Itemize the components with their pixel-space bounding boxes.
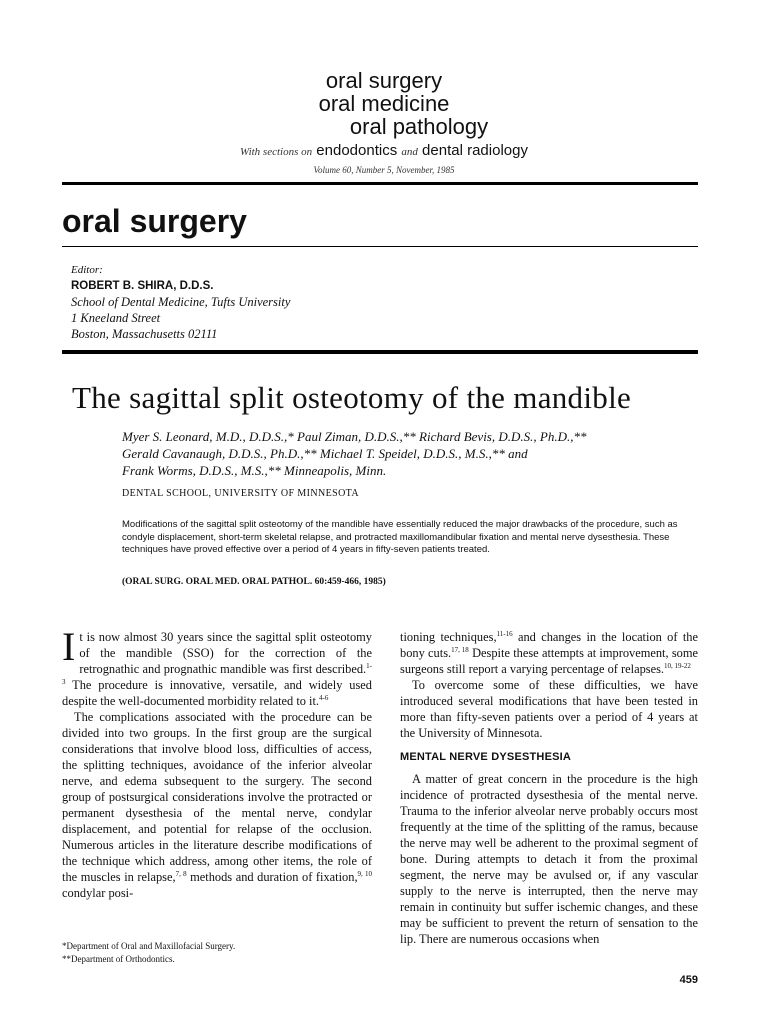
article-authors <box>122 428 682 479</box>
authors-line-1: Myer S. Leonard, M.D., D.D.S.,* Paul Ziman, D.D.S.,** Richard Bevis, D.D.S., Ph.D.,** <box>122 429 587 444</box>
authors-line-3: Frank Worms, D.D.S., M.S.,** Minneapolis, Minn. <box>122 463 387 478</box>
reference: 11-16 <box>496 629 513 638</box>
volume-info: Volume 60, Number 5, November, 1985 <box>313 165 455 175</box>
paragraph-dysesthesia: A matter of great concern in the procedure is the high incidence of protracted dysesthesia of the mental nerve. Trauma to the inferior alveolar nerve probably occurs most frequently at the time of the splitting of the ramus, because the nerve may well be adherent to the proximal segment of bone. During attempts to detach it from the proximal segment, the nerve may be avulsed or, if any vascular supply to the nerve is interrupted, then the nerve may remain in continuity but suffer ischemic changes, and these may be sufficient to prevent the return of sensation to the lip. There are numerous occasions when <box>400 772 698 946</box>
editor-name: ROBERT B. SHIRA, D.D.S. <box>71 280 214 292</box>
body-column-right <box>400 629 698 947</box>
sections-prefix: With sections on <box>240 146 313 158</box>
reference: 17, 18 <box>451 645 469 654</box>
masthead-rule <box>62 182 698 185</box>
footnote-1: *Department of Oral and Maxillofacial Surgery. <box>62 941 236 951</box>
journal-title-line-1: oral surgery <box>325 68 443 93</box>
paragraph-modifications: To overcome some of these difficulties, we have introduced several modifications that have been tested in more than fifty-seven patients over a period of 4 years at the University of Minnesota. <box>400 678 698 740</box>
editor-affiliation: School of Dental Medicine, Tufts University <box>71 295 291 309</box>
footnotes <box>62 940 372 966</box>
editor-rule <box>62 350 698 354</box>
abstract: Modifications of the sagittal split osteotomy of the mandible have essentially reduced the major drawbacks of the procedure, such as condyle displacement, short-term skeletal relapse, and protracted maxillomandibular fixation and mental nerve dysesthesia. These techniques have proved effective over a period of 4 years in fifty-seven patients treated. <box>122 519 678 555</box>
editor-city: Boston, Massachusetts 02111 <box>71 327 218 341</box>
section-title: oral surgery <box>62 203 247 239</box>
paragraph-continued: tioning techniques,$^{11-16}$ and changes in the location of the bony cuts.$^{17, 18}$ Despite these attempts at improvement, some surgeons still report a varying percentage of relapses.$^{10, 19-22}$ <box>400 629 699 676</box>
reference: 9, 10 <box>357 869 373 878</box>
paragraph-complications: The complications associated with the procedure can be divided into two groups. In the first group are the surgical considerations that involve blood loss, difficulties of access, the splitting techniques, avoidance of the inferior alveolar nerve, and edema subsequent to the surgery. The second group of postsurgical considerations involve the protracted or permanent dysesthesia of the mental nerve, condylar displacement, and potential for relapse of the occlusion. Numerous articles in the literature describe modifications of the technique which address, among other items, the role of the muscles in relapse,$^{7, 8}$ methods and duration of fixation,$^{9, 10}$ condylar posi- <box>62 710 373 900</box>
sections-and: and <box>401 146 418 158</box>
article-title: The sagittal split osteotomy of the mandible <box>72 380 632 415</box>
reference: 1-3 <box>62 661 372 686</box>
footnote-2: **Department of Orthodontics. <box>62 954 175 964</box>
drop-cap: I <box>62 624 76 669</box>
reference: 7, 8 <box>175 869 187 878</box>
journal-sections-line <box>0 142 768 159</box>
sections-radiology: dental radiology <box>422 142 528 159</box>
body-column-left <box>62 624 373 901</box>
authors-line-2: Gerald Cavanaugh, D.D.S., Ph.D.,** Michael T. Speidel, D.D.S., M.S.,** and <box>122 446 528 461</box>
institution: DENTAL SCHOOL, UNIVERSITY OF MINNESOTA <box>122 488 360 499</box>
citation: (ORAL SURG. ORAL MED. ORAL PATHOL. 60:459-466, 1985) <box>122 577 386 587</box>
paragraph-intro: It is now almost 30 years since the sagittal split osteotomy of the mandible (SSO) for the correction of the retrognathic and prognathic mandible was first described.$^{1-3}$ The procedure is innovative, versatile, and widely used despite the well-documented morbidity related to it.$^{4-6}$ <box>62 624 372 708</box>
editor-label: Editor: <box>71 264 103 276</box>
reference: 10, 19-22 <box>664 661 691 670</box>
page-number: 459 <box>679 974 698 986</box>
reference: 4-6 <box>319 693 329 702</box>
sections-endodontics: endodontics <box>316 142 398 159</box>
subheading-mental-nerve: MENTAL NERVE DYSESTHESIA <box>400 751 572 763</box>
journal-title-line-2: oral medicine <box>318 91 450 116</box>
editor-street: 1 Kneeland Street <box>71 311 161 325</box>
journal-title-line-3: oral pathology <box>349 114 489 139</box>
section-rule <box>62 246 698 247</box>
